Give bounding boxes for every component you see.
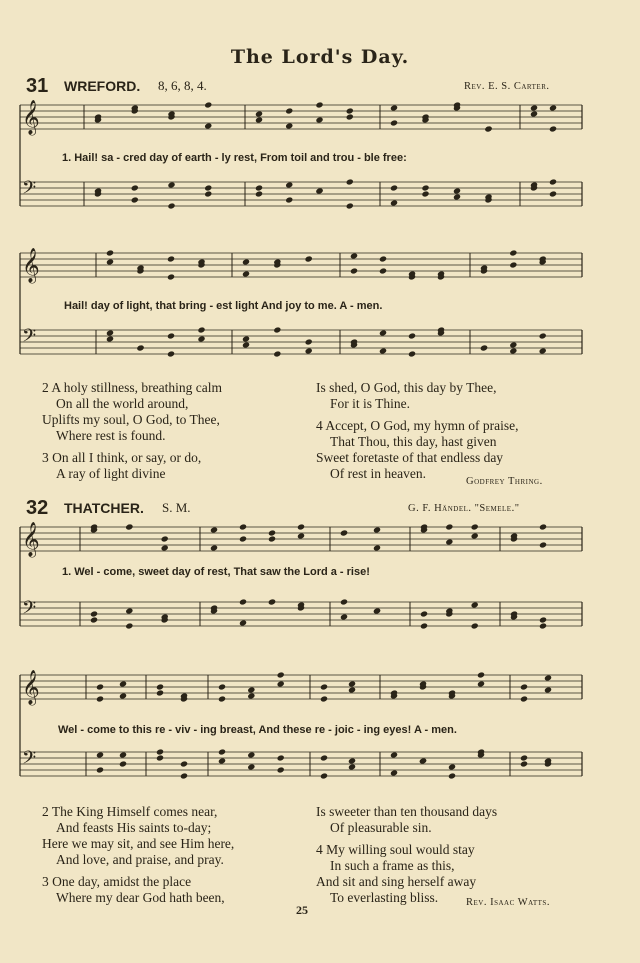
page-number: 25 — [296, 903, 308, 917]
lyric-line: Hail! day of light, that bring - est light And joy to me. A - men. — [64, 300, 383, 312]
verse-line: Sweet foretaste of that endless day — [316, 450, 504, 465]
lyric-line: 1. Wel - come, sweet day of rest, That saw the Lord a - rise! — [62, 566, 370, 578]
svg-text:𝄢: 𝄢 — [22, 748, 37, 773]
verse-line: Of pleasurable sin. — [330, 820, 432, 835]
tune-name: WREFORD. — [64, 78, 141, 94]
verse-line: A ray of light divine — [56, 466, 166, 481]
svg-text:𝄞: 𝄞 — [22, 100, 40, 135]
verse-line: For it is Thine. — [330, 396, 411, 411]
svg-text:𝄞: 𝄞 — [22, 248, 40, 283]
verse-line: Here we may sit, and see Him here, — [42, 836, 235, 851]
verse-line: Is sweeter than ten thousand days — [316, 804, 498, 819]
verse-line: And feasts His saints to-day; — [56, 820, 212, 835]
verses-column-left — [42, 804, 234, 906]
verse-line: And love, and praise, and pray. — [56, 852, 224, 867]
verse-line: 2 A holy stillness, breathing calm — [42, 380, 222, 395]
verse-line: Where my dear God hath been, — [56, 890, 225, 905]
verse-line: 3 On all I think, or say, or do, — [42, 450, 202, 465]
lyric-line: 1. Hail! sa - cred day of earth - ly rest, From toil and trou - ble free: — [62, 152, 407, 164]
verse-line: 3 One day, amidst the place — [42, 874, 192, 889]
hymn-meter: 8, 6, 8, 4. — [158, 78, 207, 93]
author-credit: Godfrey Thring. — [466, 476, 543, 487]
composer-credit: G. F. Händel. "Semele." — [408, 503, 520, 514]
lyric-line: Wel - come to this re - viv - ing breast, And these re - joic - ing eyes! A - men. — [58, 724, 457, 736]
verse-line: On all the world around, — [56, 396, 189, 411]
verses-column-left — [42, 380, 222, 482]
verse-line: That Thou, this day, hast given — [330, 434, 497, 449]
svg-text:𝄞: 𝄞 — [22, 522, 40, 557]
verse-line: And sit and sing herself away — [316, 874, 477, 889]
verse-line: Is shed, O God, this day by Thee, — [316, 380, 497, 395]
hymn-meter: S. M. — [162, 500, 191, 515]
verses-column-right — [316, 380, 518, 482]
clef-signs — [22, 100, 40, 773]
verse-line: In such a frame as this, — [330, 858, 455, 873]
verse-line: 2 The King Himself comes near, — [42, 804, 218, 819]
composer-credit: Rev. E. S. Carter. — [464, 81, 550, 92]
verse-line: 4 My willing soul would stay — [316, 842, 475, 857]
page-title: The Lord's Day. — [230, 46, 410, 68]
verse-line: Uplifts my soul, O God, to Thee, — [42, 412, 220, 427]
verse-line: Where rest is found. — [56, 428, 166, 443]
svg-text:𝄢: 𝄢 — [22, 178, 37, 203]
hymn-number: 31 — [26, 75, 49, 97]
author-credit: Rev. Isaac Watts. — [466, 897, 550, 908]
svg-text:𝄢: 𝄢 — [22, 598, 37, 623]
verse-line: Of rest in heaven. — [330, 466, 426, 481]
hymn-number: 32 — [26, 497, 49, 519]
verse-line: 4 Accept, O God, my hymn of praise, — [316, 418, 519, 433]
verses-column-right — [316, 804, 497, 906]
tune-name: THATCHER. — [64, 500, 144, 516]
svg-text:𝄢: 𝄢 — [22, 326, 37, 351]
verse-line: To everlasting bliss. — [330, 890, 439, 905]
svg-text:𝄞: 𝄞 — [22, 670, 40, 705]
